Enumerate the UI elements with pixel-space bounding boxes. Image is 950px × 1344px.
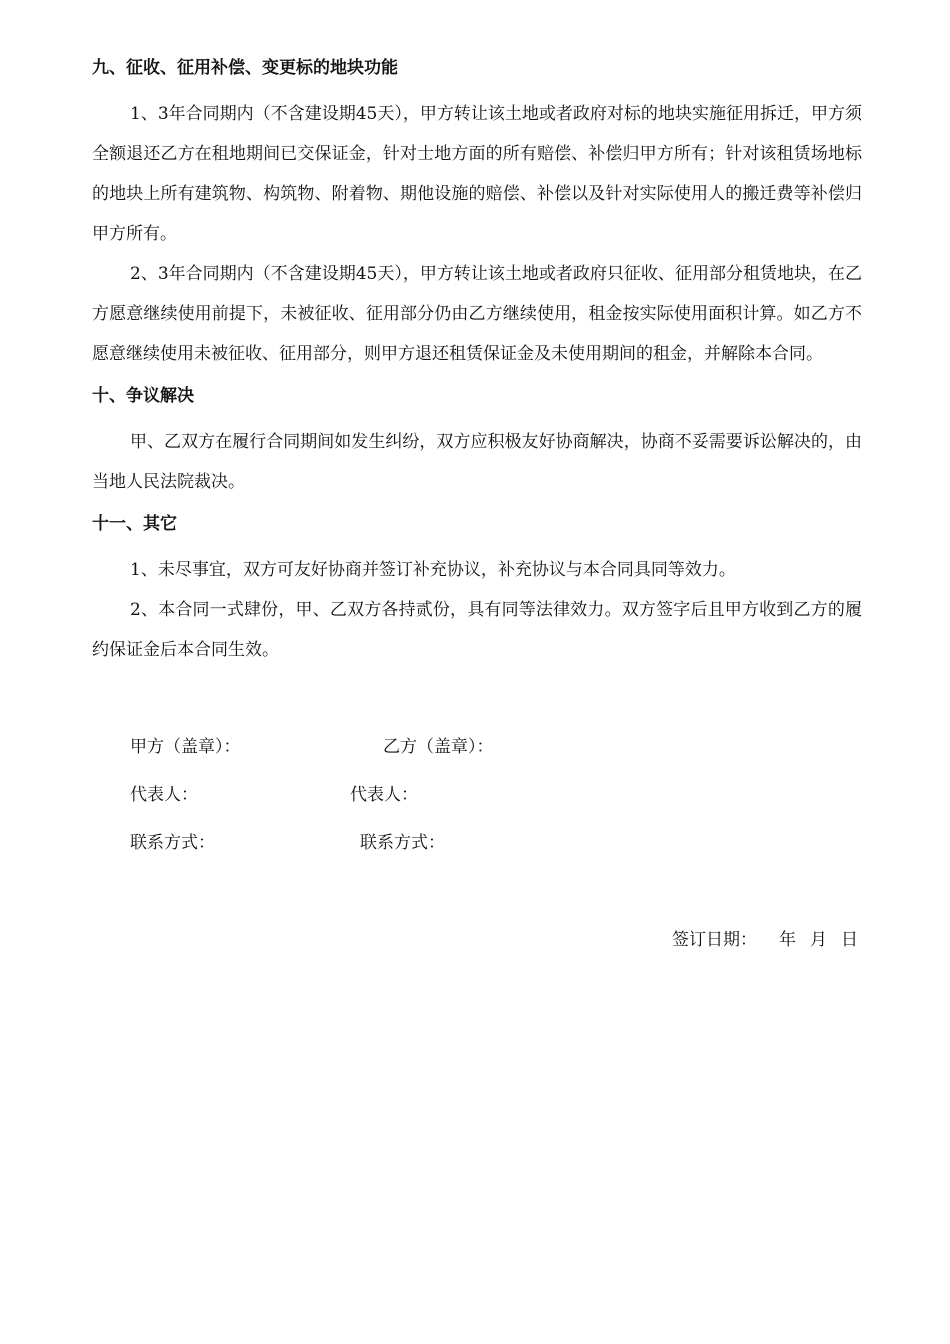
seal-row [130, 732, 830, 780]
section-9-clause-2: 2、3年合同期内（不含建设期45天），甲方转让该土地或者政府只征收、征用部分租赁地块，在乙方愿意继续使用前提下，未被征收、征用部分仍由乙方继续使用，租金按实际使用面积计算。如乙方不愿意继续使用未被征收、征用部分，则甲方退还租赁保证金及未使用期间的租金，并解除本合同。 [92, 264, 862, 364]
signing-date-label: 签订日期： [672, 930, 757, 950]
signature-block [130, 732, 830, 876]
section-11-clause-2: 2、本合同一式肆份，甲、乙双方各持贰份，具有同等法律效力。双方签字后且甲方收到乙方的履约保证金后本合同生效。 [92, 600, 862, 660]
date-day: 日 [841, 930, 858, 950]
party-b-seal-label: 乙方（盖章）： [383, 737, 494, 757]
party-a-contact-label: 联系方式： [130, 833, 215, 853]
party-b-representative-label: 代表人： [350, 785, 418, 805]
party-a-seal-label: 甲方（盖章）： [130, 737, 241, 757]
section-10-clause-1: 甲、乙双方在履行合同期间如发生纠纷，双方应积极友好协商解决，协商不妥需要诉讼解决的，由当地人民法院裁决。 [92, 432, 862, 492]
party-b-contact-label: 联系方式： [360, 833, 445, 853]
contract-body [92, 54, 862, 670]
representative-row [130, 780, 830, 828]
section-11-heading: 十一、其它 [92, 514, 177, 534]
party-a-representative-label: 代表人： [130, 785, 198, 805]
section-11-clause-1: 1、未尽事宜，双方可友好协商并签订补充协议，补充协议与本合同具同等效力。 [130, 560, 736, 580]
contact-row [130, 828, 830, 876]
section-9-heading: 九、征收、征用补偿、变更标的地块功能 [92, 58, 398, 78]
signing-date [672, 925, 858, 950]
section-10-heading: 十、争议解决 [92, 386, 194, 406]
date-month: 月 [810, 930, 827, 950]
date-year: 年 [779, 930, 796, 950]
section-9-clause-1: 1、3年合同期内（不含建设期45天），甲方转让该土地或者政府对标的地块实施征用拆迁，甲方须全额退还乙方在租地期间已交保证金，针对士地方面的所有赔偿、补偿归甲方所有；针对该租赁场地标的地块上所有建筑物、构筑物、附着物、期他设施的赔偿、补偿以及针对实际使用人的搬迁费等补偿归甲方所有。 [92, 104, 862, 244]
